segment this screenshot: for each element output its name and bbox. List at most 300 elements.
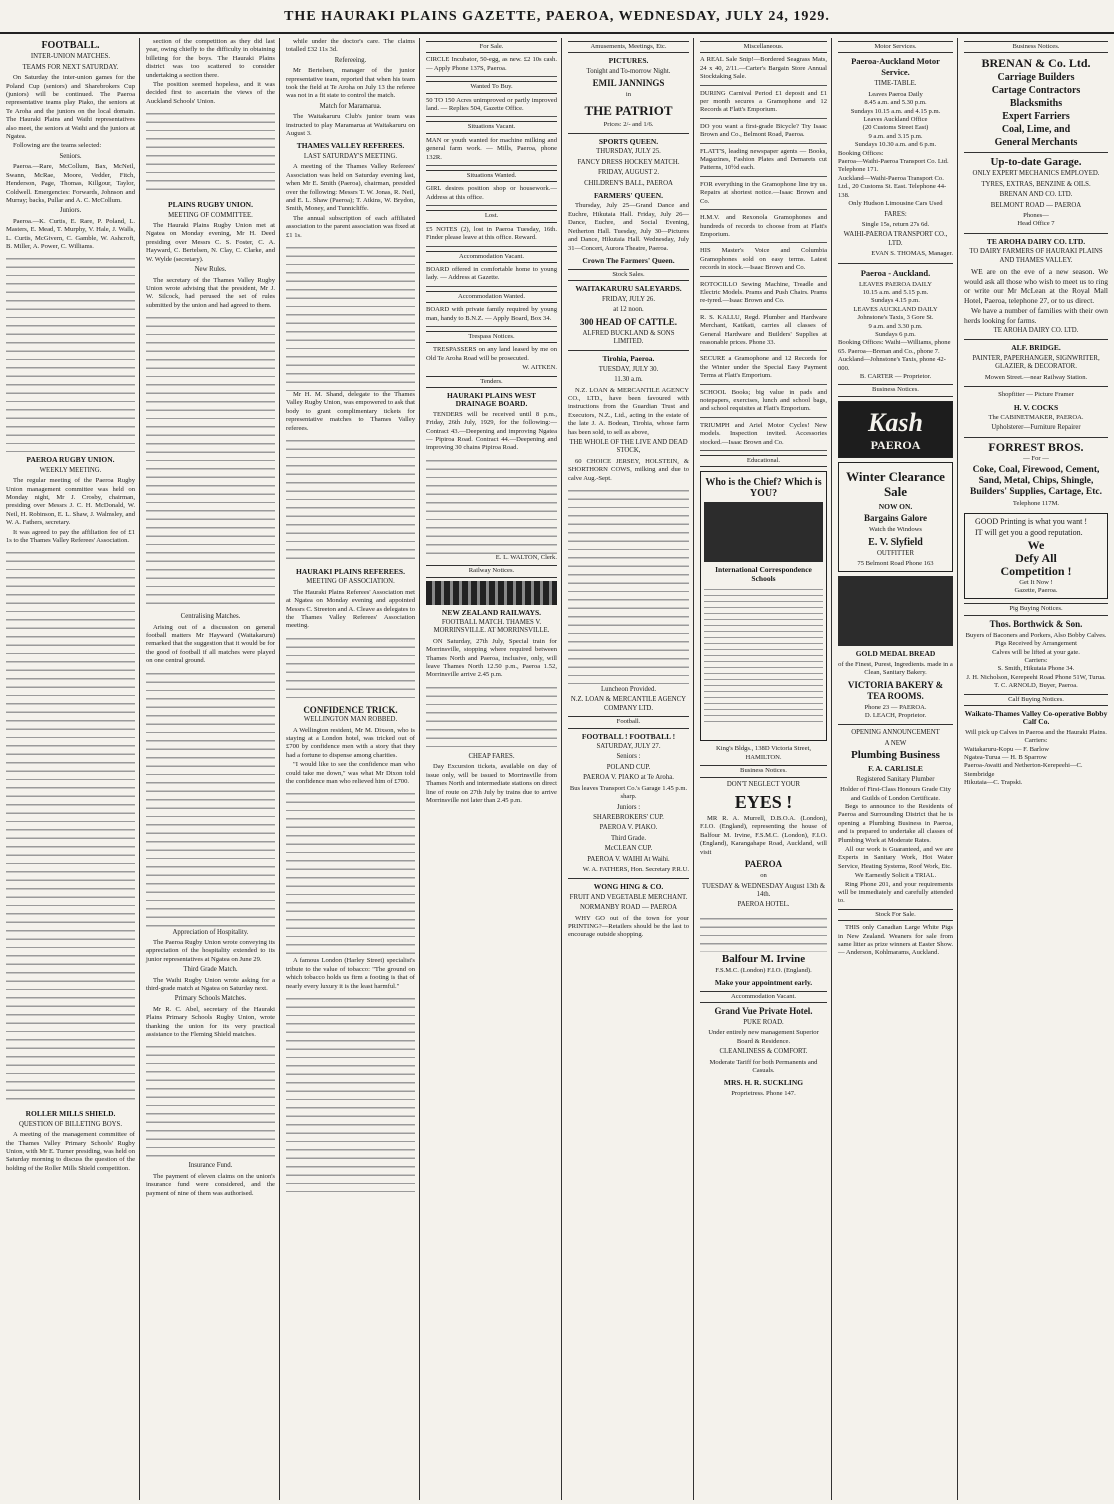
- filler-text: [700, 912, 827, 952]
- article-paragraph: A meeting of the Thames Valley Referees' Association was held on Saturday evening last, when Mr E. Smith (Paeroa), chairman, presided over the following: Messrs T. W. Jonas, R. Neil, and E. L. Shaw (Paeroa); T. Atkins, W. Brydon, Smith, Money, and Tunnicliffe.: [286, 163, 415, 213]
- text: Sundays 4.15 p.m.: [871, 297, 920, 305]
- subheading: TUESDAY, JULY 30.: [598, 365, 659, 373]
- column-business-notices: [960, 38, 1112, 1500]
- heading: Make your appointment early.: [714, 978, 813, 988]
- text: Prices: 2/- and 1/6.: [603, 120, 654, 128]
- subheading: FOOTBALL MATCH. THAMES V. MORRINSVILLE. AT MORRINSVILLE.: [433, 619, 550, 635]
- heading: THAMES VALLEY REFEREES.: [296, 141, 405, 151]
- classified-ad: TRIUMPH and Ariel Motor Cycles! New models. Inspection invited. Accessories stocked.—Isaac Brown and Co.: [700, 422, 827, 451]
- section-label: Wanted To Buy.: [426, 81, 557, 93]
- text: Paeroa-Awaiti and Netherton-Kerepeehi—C. Stembridge: [964, 762, 1083, 778]
- subheading: TEAMS FOR NEXT SATURDAY.: [22, 63, 119, 71]
- subheading: NORMANBY ROAD — PAEROA: [579, 904, 678, 912]
- heading: PAEROA: [744, 859, 783, 870]
- classified-ad: CIRCLE Incubator, 50-egg, as new. £2 10s cash. — Apply Phone 137S, Paeroa.: [426, 56, 557, 77]
- text: B. CARTER — Proprietor.: [859, 373, 932, 380]
- heading: Paeroa - Auckland.: [860, 267, 931, 278]
- heading: Expert Farriers: [1002, 111, 1070, 123]
- subheading: PAEROA V. PIAKO at Te Aroha.: [583, 774, 674, 782]
- ad-text: All our work is Guaranteed, and we are Experts in Sanitary Work, Hot Water Service, Heating Systems, Roof Work, Etc.: [838, 845, 953, 870]
- section-label: Business Notices.: [964, 41, 1108, 53]
- column-miscellaneous: [696, 38, 832, 1500]
- text: in: [625, 91, 632, 99]
- heading: Grand Vue Private Hotel.: [714, 1005, 813, 1016]
- divider: [964, 339, 1108, 340]
- text: Auckland—Waihi-Paeroa Transport Co. Ltd., 20 Customs St. East. Telephone 44-138.: [838, 174, 947, 199]
- divider: [568, 878, 689, 879]
- heading: 300 HEAD OF CATTLE.: [579, 316, 677, 327]
- section-title: FOOTBALL.: [41, 40, 100, 51]
- article-paragraph: The Waihi Rugby Union wrote asking for a third-grade match at Ngatea on Saturday next.: [146, 976, 275, 992]
- heading: BRENAN & Co. Ltd.: [981, 56, 1091, 71]
- article-paragraph: The Paeroa Rugby Union wrote conveying its appreciation of the hospitality extended to its junior representatives at Ngatea on June 29.: [146, 938, 275, 963]
- text: Holder of First-Class Honours Grade City and Guilds of London Certificate.: [840, 786, 951, 802]
- section-label: Amusements, Meetings, Etc.: [568, 41, 689, 53]
- subheading: at 12 noon.: [613, 306, 644, 314]
- ad-text: N.Z. LOAN & MERCANTILE AGENCY CO., LTD., have been favoured with instructions from the Guardian Trust and Executors, N.Z., Ltd., acting in the estate of the late J. A. Bodean, Tirohia, whose farm has been sold, to sell as above,: [568, 386, 689, 436]
- text: Bus leaves Transport Co.'s Garage 1.45 p.m. sharp.: [569, 784, 688, 801]
- column-amusements: [564, 38, 694, 1500]
- subheading: TO DAIRY FARMERS OF HAURAKI PLAINS AND THAMES VALLEY.: [969, 248, 1103, 264]
- text: Shopfitter — Picture Framer: [998, 391, 1074, 399]
- article-paragraph: A famous London (Harley Street) specialist's tribute to the value of tobacco: "The ground on which tobacco holds us firm a footing is that of nearly every luxury it is the least harmful.": [286, 957, 415, 990]
- subheading: FRIDAY, JULY 26.: [601, 295, 656, 303]
- article-paragraph: Paeroa.—K. Curtis, E. Rare, P. Poland, L. Masters, E. Mead, T. Murphy, V. Hale, J. Walls, L. Curtis, McGivern, C. Gamble, W. Ashcroft, B. Miller, A. Power, C. Williams.: [6, 217, 135, 250]
- heading: SPORTS QUEEN.: [598, 137, 659, 147]
- classified-ad: TENDERS will be received until 8 p.m., Friday, 26th July, 1929, for the following:—Contract 43.—Deepening and improving Ngatea — Pipiroa Road. Contract 44.—Deepening and improving 30 chains Pipiroa Road.: [426, 410, 557, 452]
- filler-text: [6, 252, 135, 452]
- film-title: THE PATRIOT: [584, 102, 673, 118]
- subheading: PAINTER, PAPERHANGER, SIGNWRITER, GLAZIER, & DECORATOR.: [972, 354, 1100, 371]
- section-label: Accommodation Vacant.: [426, 251, 557, 263]
- kash-advert: [838, 401, 953, 458]
- heading: PLAINS RUGBY UNION.: [168, 200, 253, 210]
- filler-text: [286, 241, 415, 391]
- article-paragraph: The Waitakaruru Club's junior team was instructed to play Maramarua at Waitakaruru on August 3.: [286, 113, 415, 138]
- text: F.S.M.C. (London) F.I.O. (England).: [715, 966, 812, 974]
- classified-ad: MAN or youth wanted for machine milking and general farm work. — Mills, Paeroa, phone 132R.: [426, 137, 557, 166]
- text: Ngatea-Turua — H. B Sparrow: [964, 754, 1047, 762]
- text: Booking Offices:: [838, 149, 884, 157]
- filler-text: [568, 484, 689, 684]
- section-label: Motor Services.: [838, 41, 953, 53]
- article-paragraph: section of the competition as they did last year, owing chiefly to the difficulty in obtaining billeting for the boys. The Hauraki Plains district was too scattered to consider undertaking a section there.: [146, 38, 275, 79]
- heading: Thos. Borthwick & Son.: [989, 618, 1083, 629]
- text: We Earnestly Solicit a TRIAL.: [854, 872, 937, 880]
- subheading: MEETING OF COMMITTEE.: [168, 211, 253, 219]
- column-referees: [282, 38, 420, 1500]
- heading: FARMERS' QUEEN.: [593, 191, 664, 201]
- classified-ad: DURING Carnival Period £1 deposit and £1 per month secures a Gramophone and 12 Records at Flatt's Emporium.: [700, 90, 827, 119]
- heading: Crown The Farmers' Queen.: [582, 255, 675, 265]
- text: J. H. Nicholson, Kerepeehi Road Phone 51W, Turua.: [966, 673, 1106, 681]
- train-illustration: [426, 581, 557, 605]
- heading: Balfour M. Irvine: [721, 952, 806, 965]
- subheading: Seniors.: [59, 152, 82, 160]
- signature: W. AITKEN.: [522, 364, 557, 372]
- ad-text: THIS only Canadian Large White Pigs in New Zealand. Weaners for sale from same litter as prize winners at Easter Show. — Anderson, Kohlmarams, Auckland.: [838, 924, 953, 957]
- subheading: Appreciation of Hospitality.: [172, 928, 249, 936]
- subheading: MEETING OF ASSOCIATION.: [306, 578, 395, 586]
- subheading: PAEROA V. WAIHI At Waihi.: [587, 855, 670, 863]
- ad-headline: EYES !: [734, 792, 793, 813]
- subheading: FRUIT AND VEGETABLE MERCHANT.: [569, 893, 688, 901]
- text: — For —: [1023, 454, 1049, 462]
- subheading: Third Grade Match.: [183, 966, 238, 974]
- text: 9 a.m. and 3.30 p.m.: [868, 322, 923, 330]
- section-label: Business Notices.: [700, 765, 827, 777]
- classified-ad: DO you want a first-grade Bicycle? Try Isaac Brown and Co., Belmont Road, Paeroa.: [700, 123, 827, 144]
- heading: FORREST BROS.: [988, 439, 1084, 454]
- heading: GOLD MEDAL BREAD: [855, 649, 936, 659]
- article-paragraph: Mr R. C. Abel, secretary of the Hauraki Plains Primary Schools Rugby Union, wrote thanking the union for its very practical assistance to the Fleming Shield matches.: [146, 1005, 275, 1039]
- text: Sundays 6 p.m.: [875, 330, 916, 338]
- subheading: McCLEAN CUP.: [604, 845, 653, 853]
- article-paragraph: Arising out of a discussion on general football matters Mr Hayward (Waitakaruru) remarked that the suggestion that it would be for the good of football if all matches were played on one central ground.: [146, 623, 275, 665]
- text: Leaves Paeroa Daily: [868, 90, 923, 98]
- divider: [838, 724, 953, 725]
- section-label: Accommodation Vacant.: [700, 991, 827, 1003]
- classified-ad: SCHOOL Books; big value in pads and notepapers, exercises, lunch and school bags, and school requisites at Flatt's Emporium.: [700, 389, 827, 418]
- text: 10.15 a.m. and 5.15 p.m.: [862, 288, 929, 296]
- article-paragraph: On Saturday the inter-union games for the Poland Cup (seniors) and Sharebrokers Cup (juniors) will be continued. The Paeroa representative teams play Piako, the seniors at Te Aroha and the juniors on the local domain. The Hauraki Plains and Waihi representatives also meet, the seniors at Waihi and the juniors at Ngatea.: [6, 74, 135, 141]
- subheading: Third Grade.: [610, 834, 647, 842]
- text: Waitakaruru-Kopu — F. Barlow: [964, 745, 1050, 753]
- article-paragraph: The regular meeting of the Paeroa Rugby Union management committee was held on Monday night, Mr J. Crosby, chairman, presiding over Messrs J. C. H. McDonald, W. Neil, H. Robinson, E. L. Shaw, J. Walmsley, and W. A. Fathers, secretary.: [6, 477, 135, 527]
- ad-headline: Winter Clearance Sale: [846, 468, 945, 499]
- subheading: CHEAP FARES.: [468, 752, 515, 760]
- section-label: Educational.: [700, 455, 827, 467]
- classified-ad: £5 NOTES (2), lost in Paeroa Tuesday, 16th. Finder please leave at this office. Reward.: [426, 226, 557, 247]
- text: Head Office 7: [1017, 220, 1055, 228]
- text: Carriers:: [1024, 737, 1048, 745]
- text: Pigs Received by Arrangement: [995, 640, 1077, 648]
- text: Moderate Tariff for both Permanents and Casuals.: [709, 1058, 818, 1074]
- classified-ad: SECURE a Gramophone and 12 Records for the Winter under the Special Easy Payment Terms at Flatt's Emporium.: [700, 355, 827, 384]
- text: Will pick up Calves in Paeroa and the Hauraki Plains.: [965, 728, 1107, 736]
- subheading: Centralising Matches.: [180, 613, 241, 621]
- subheading: PAEROA HOTEL.: [737, 901, 790, 909]
- text: LEAVES PAEROA DAILY: [859, 280, 932, 288]
- subheading: Match for Maramarua.: [319, 102, 382, 110]
- divider: [838, 263, 953, 264]
- column-rugby: [142, 38, 280, 1500]
- heading: HAURAKI PLAINS WEST DRAINAGE BOARD.: [446, 390, 537, 409]
- ad-headline: We: [1027, 537, 1045, 552]
- article-paragraph: The Hauraki Plains Rugby Union met at Ngatea on Monday evening, Mr H. Deed presiding over Messrs C. S. Foster, C. A. Hayward, C. Bertelsen, N. Clay, C. Clarke, and W. Wylde (secretary).: [146, 222, 275, 263]
- subheading: TIME-TABLE.: [874, 80, 917, 88]
- divider: [964, 233, 1108, 234]
- text: LEAVES AUCKLAND DAILY: [853, 305, 938, 313]
- article-paragraph: while under the doctor's care. The claims totalled £32 11s 3d.: [286, 38, 415, 54]
- subheading: N.Z. LOAN & MERCANTILE AGENCY COMPANY LTD.: [570, 696, 687, 712]
- text: The CABINETMAKER, PAEROA.: [988, 413, 1084, 421]
- text: Gazette, Paeroa.: [1014, 586, 1058, 594]
- section-label: Accommodation Wanted.: [426, 291, 557, 303]
- classified-ad: TRESPASSERS on any land leased by me on Old Te Aroha Road will be prosecuted.: [426, 346, 557, 362]
- text: Phone 23 — PAEROA.: [864, 703, 927, 711]
- illustration: [704, 502, 823, 562]
- section-label: For Sale.: [426, 41, 557, 53]
- signature: E. L. WALTON, Clerk.: [495, 553, 557, 561]
- heading: Carriage Builders: [997, 72, 1075, 84]
- classified-ad: FLATT'S, leading newspaper agents — Books, Magazines, Fashion Plates and Demarets cut Patterns, 10½d each.: [700, 148, 827, 177]
- classified-ad: FOR everything in the Gramophone line try us. Repairs at shortest notice.—Isaac Brown and Co.: [700, 181, 827, 210]
- subheading: FANCY DRESS HOCKEY MATCH.: [577, 158, 680, 166]
- divider: [568, 133, 689, 134]
- heading: FOOTBALL ! FOOTBALL !: [581, 731, 676, 741]
- subheading: INTER-UNION MATCHES.: [30, 53, 111, 61]
- heading: General Merchants: [994, 137, 1078, 149]
- ad-text: GOOD Printing is what you want !: [975, 516, 1087, 526]
- subheading: FARES:: [884, 210, 907, 218]
- subheading: SHAREBROKERS' CUP.: [593, 813, 664, 821]
- subheading: A NEW: [884, 739, 907, 747]
- ad-text: IT will get you a good reputation.: [975, 527, 1083, 537]
- heading: WAITAKARURU SALEYARDS.: [575, 284, 682, 294]
- subheading: WELLINGTON MAN ROBBED.: [303, 716, 398, 724]
- filler-text: [286, 787, 415, 957]
- subheading: CLEANLINESS & COMFORT.: [719, 1048, 808, 1056]
- filler-text: [286, 632, 415, 702]
- article-paragraph: "I would like to see the confidence man who could take me down," was what Mr Dixon told the confidence man who relieved him of £700.: [286, 761, 415, 786]
- star-name: EMIL JANNINGS: [592, 78, 665, 89]
- classified-ad: BOARD with private family required by young man, handy to B.N.Z. — Apply Board, Box 34.: [426, 306, 557, 327]
- subheading: WEEKLY MEETING.: [39, 466, 102, 474]
- subheading: ALFRED BUCKLAND & SONS LIMITED.: [582, 329, 675, 345]
- subheading: CHILDREN'S BALL, PAEROA: [584, 179, 673, 187]
- heading: Tirohia, Paeroa.: [602, 354, 655, 364]
- subheading: QUESTION OF BILLETING BOYS.: [18, 1120, 123, 1128]
- text: Leaves Auckland Office: [863, 116, 928, 124]
- subheading: OUTFITTER: [876, 549, 914, 557]
- subheading: Seniors :: [616, 753, 641, 761]
- subheading: SATURDAY, JULY 27.: [596, 743, 661, 751]
- subheading: Primary Schools Matches.: [174, 995, 247, 1003]
- classified-ad: A REAL Sale Snip!—Bordered Seagrass Mats, 24 x 40, 2/11.—Carter's Bargain Store Annual Stocktaking Sale.: [700, 56, 827, 85]
- text: Mowen Street.—near Railway Station.: [984, 373, 1088, 381]
- article-paragraph: A meeting of the management committee of the Thames Valley Primary Schools' Rugby Union, with Mr E. Turner presiding, was held on Saturday morning to discuss the question of the holding of the Roller Mills Shield competition.: [6, 1131, 135, 1172]
- classified-ad: ON Saturday, 27th July, Special train for Morrinsville, stopping where required between Thames North and Paeroa, inclusive, only, will leave Thames North 12.50 p.m., Paeroa 1.52, Morrinsville arrive 2.45 p.m.: [426, 637, 557, 679]
- subheading: FRIDAY, AUGUST 2.: [597, 169, 660, 177]
- subheading: WAIHI-PAEROA TRANSPORT CO., LTD.: [843, 231, 948, 247]
- article-paragraph: Following are the teams selected:: [13, 142, 102, 150]
- section-label: Situations Wanted.: [426, 170, 557, 182]
- subheading: Juniors.: [59, 207, 82, 215]
- section-label: Miscellaneous.: [700, 41, 827, 53]
- divider: [568, 350, 689, 351]
- divider: [964, 386, 1108, 387]
- filler-text: [146, 667, 275, 927]
- text: Booking Offices: Waihi—Williams, phone 65. Paeroa—Brenan and Co., phone 7. Auckland—Johnstone's Taxis, phone 42-000.: [838, 339, 951, 372]
- article-paragraph: The Hauraki Plains Referees' Association met at Ngatea on Monday evening and appointed Messrs C. Streeton and A. Cleave as delegates to the Thames Valley Referees' Association meeting.: [286, 588, 415, 630]
- heading: Up-to-date Garage.: [990, 156, 1082, 169]
- section-label: Pig Buying Notices.: [964, 603, 1108, 615]
- text: S. Smith, Hikutaia Phone 34.: [997, 665, 1075, 673]
- classified-ad: H.M.V. and Rexonola Gramophones and hundreds of records to choose from at Flatt's Emporium.: [700, 214, 827, 243]
- subheading: THE WHOLE OF THE LIVE AND DEAD STOCK,: [569, 439, 688, 455]
- signature: W. A. FATHERS, Hon. Secretary P.R.U.: [582, 865, 689, 873]
- ics-advert: [700, 471, 827, 741]
- text: Telephone 117M.: [1012, 500, 1060, 508]
- article-paragraph: Mr H. M. Shand, delegate to the Thames Valley Rugby Union, was empowered to ask that body to grant complimentary tickets for representative matches to Thames Valley referees.: [286, 390, 415, 432]
- heading: PICTURES.: [608, 56, 649, 66]
- section-label: Business Notices.: [838, 384, 953, 396]
- heading: ROLLER MILLS SHIELD.: [25, 1109, 116, 1119]
- heading: Cartage Contractors: [991, 85, 1081, 97]
- text: 75 Belmont Road Phone 163: [857, 560, 934, 568]
- classified-ad: HIS Master's Voice and Columbia Gramophones sold on easy terms. Latest records in stock.—Isaac Brown and Co.: [700, 247, 827, 276]
- filler-text: [426, 454, 557, 554]
- text: Calves will be lifted at your gate.: [992, 648, 1080, 656]
- section-label: Situations Vacant.: [426, 121, 557, 133]
- text: Under entirely new management Superior Board & Residence.: [708, 1029, 819, 1045]
- text: Johnstone's Taxis, 3 Gore St.: [857, 314, 934, 322]
- divider: [964, 152, 1108, 153]
- filler-text: [146, 311, 275, 611]
- article-paragraph: Paeroa.—Rare, McCollum, Bax, McNeil, Swann, McRae, Moore, Vedder, Fitch, Henderson, Page, Thomas, Killgour, Taylor, Coldwell. Emergencies: Forwards, Johnson and Murray; backs, Pullar and A. C. McCollum.: [6, 163, 135, 204]
- filler-text: [146, 1040, 275, 1160]
- heading: NEW ZEALAND RAILWAYS.: [441, 607, 542, 617]
- text: T. C. ARNOLD, Buyer, Paeroa.: [994, 682, 1078, 690]
- subheading: LAST SATURDAY'S MEETING.: [303, 152, 398, 160]
- subheading: Upholsterer—Furniture Repairer: [991, 424, 1081, 432]
- masthead: THE HAURAKI PLAINS GAZETTE, PAEROA, WEDNESDAY, JULY 24, 1929.: [0, 0, 1114, 34]
- filler-text: [286, 992, 415, 1192]
- subheading: Insurance Fund.: [188, 1162, 233, 1170]
- ad-text: 60 CHOICE JERSEY, HOLSTEIN, & SHORTHORN COWS, milking and due to calve Aug.-Sept.: [568, 457, 689, 482]
- text: Paeroa—Waihi-Paeroa Transport Co. Ltd. Telephone 171.: [838, 158, 949, 174]
- text: Only Hudson Limousine Cars Used: [848, 200, 943, 208]
- heading: WONG HING & CO.: [593, 882, 664, 892]
- ad-logo: PAEROA: [870, 437, 921, 452]
- heading: NOW ON.: [878, 501, 913, 511]
- section-label: Railway Notices.: [426, 565, 557, 577]
- text: Proprietress. Phone 147.: [731, 1089, 796, 1097]
- ad-text: WE are on the eve of a new season. We would ask all those who wish to meet us to ring or write our Mr McLean at the Royal Mall Hotel, Paeroa, telephone 27, or to us direct.: [964, 267, 1108, 305]
- text: Get It Now !: [1019, 578, 1053, 586]
- text: D. LEACH, Proprietor.: [864, 712, 927, 720]
- section-label: Stock For Sale.: [838, 909, 953, 921]
- heading: Coke, Coal, Firewood, Cement, Sand, Metal, Chips, Shingle, Builders' Supplies, Cartage, Etc.: [970, 465, 1102, 498]
- ad-text: MR R. A. Murrell, D.B.O.A. (London), F.I.O. (England), representing the house of Balfour M. Irvine, F.S.M.C. (London), F.I.O. (England), Karangahape Road, Auckland, will visit: [700, 815, 827, 856]
- subheading: BELMONT ROAD — PAEROA: [990, 201, 1082, 209]
- ad-text: Ring Phone 201, and your requirements will be immediately and carefully attended to.: [838, 880, 953, 905]
- subheading: DON'T NEGLECT YOUR: [726, 780, 801, 788]
- classified-ad: Day Excursion tickets, available on day of issue only, will be issued to Morrinsville from Thames North and intermediate stations on direct line of route on 27th July by trains due to arrive Morrinsville not later than 2.45 p.m.: [426, 763, 557, 804]
- section-label: Trespass Notices.: [426, 331, 557, 343]
- heading: Bargains Galore: [863, 513, 928, 524]
- heading: H. V. COCKS: [1013, 402, 1059, 412]
- heading: Paeroa-Auckland Motor Service.: [851, 56, 940, 78]
- article-paragraph: It was agreed to pay the affiliation fee of £1 1s to the Thames Valley Referees' Association.: [6, 528, 135, 544]
- ad-text: WHY GO out of the town for your PRINTING?—Retailers should be the last to encourage outside shopping.: [568, 914, 689, 939]
- column-football: [2, 38, 140, 1500]
- subheading: POLAND CUP.: [606, 763, 651, 771]
- heading: Coal, Lime, and: [1001, 124, 1071, 136]
- subheading: TYRES, EXTRAS, BENZINE & OILS.: [981, 180, 1091, 188]
- text: Carriers:: [1024, 656, 1048, 664]
- filler-text: [704, 585, 823, 725]
- ad-text: Thursday, July 25—Grand Dance and Euchre, Hikutaia Hall. Friday, July 26—Dance, Euchre, and Social Evening, Netherton Hall. Tuesday, July 30—Pictures and Dance, Hikutaia Hall. Wednesday, July 31—Concert, Aurora Theatre, Paeroa.: [568, 202, 689, 252]
- classified-ad: GIRL desires position shop or housework.—Address at this office.: [426, 185, 557, 206]
- text: Hikutaia—C. Trapski.: [964, 779, 1023, 787]
- classified-ad: R. S. KALLU, Regd. Plumber and Hardware Merchant, Katikati, carries all classes of General Hardware and Builders' Supplies at reasonable prices. Phone 33.: [700, 314, 827, 352]
- subheading: Refereeing.: [334, 56, 367, 64]
- article-paragraph: The secretary of the Thames Valley Rugby Union wrote advising that the president, Mr J. W. Silcock, had perused the set of rules submitted by the union and had agreed to them.: [146, 276, 275, 309]
- subheading: PAEROA V. PIAKO.: [599, 824, 658, 832]
- divider: [964, 437, 1108, 438]
- subheading: OPENING ANNOUNCEMENT: [851, 729, 940, 737]
- ad-headline: Defy All: [1015, 550, 1057, 565]
- text: Watch the Windows: [869, 526, 922, 534]
- section-label: Tenders.: [426, 376, 557, 388]
- subheading: PUKE ROAD.: [743, 1018, 784, 1026]
- section-label: Stock Sales.: [568, 269, 689, 281]
- subheading: THURSDAY, JULY 25.: [596, 148, 661, 156]
- subheading: BRENAN AND CO. LTD.: [999, 191, 1073, 199]
- printing-advert: [964, 513, 1108, 600]
- article-paragraph: The payment of eleven claims on the union's insurance fund were considered, and the payment of nine of them was authorised.: [146, 1172, 275, 1197]
- subheading: New Rules.: [194, 266, 227, 274]
- text: 9 a.m. and 3.15 p.m.: [868, 132, 923, 140]
- filler-text: [6, 546, 135, 1106]
- subheading: 11.30 a.m.: [614, 376, 643, 384]
- article-paragraph: The annual subscription of each affiliated association to the parent association was fixed at £1 1s.: [286, 214, 415, 239]
- subheading: TUESDAY & WEDNESDAY August 13th & 14th.: [701, 882, 826, 898]
- subheading: Luncheon Provided.: [600, 686, 657, 694]
- heading: E. V. Slyfield: [868, 536, 923, 548]
- heading: CONFIDENCE TRICK.: [303, 704, 398, 715]
- classified-ad: BOARD offered in comfortable home to young lady. — Address at Gazette.: [426, 266, 557, 287]
- text: Sundays 10.15 a.m. and 4.15 p.m.: [850, 107, 941, 115]
- filler-text: [286, 434, 415, 564]
- filler-text: [146, 107, 275, 197]
- heading: HAURAKI PLAINS REFEREES.: [296, 566, 405, 576]
- heading: TE AROHA DAIRY CO. LTD.: [986, 236, 1086, 246]
- text: Sundays 10.30 a.m. and 6 p.m.: [854, 141, 937, 149]
- ad-headline: Competition !: [1000, 563, 1072, 578]
- text: Single 15s, return 27s 6d.: [861, 220, 930, 228]
- ad-logo: Kash: [868, 407, 923, 437]
- section-label: Lost.: [426, 210, 557, 222]
- subheading: TE AROHA DAIRY CO. LTD.: [993, 327, 1079, 335]
- subheading: Juniors :: [616, 803, 641, 811]
- section-label: Football.: [568, 716, 689, 728]
- column-motor-services: [834, 38, 958, 1500]
- address: King's Bldgs., 138D Victoria Street, HAMILTON.: [716, 745, 811, 761]
- section-label: Calf Buying Notices.: [964, 694, 1108, 706]
- classified-ad: 50 TO 150 Acres unimproved or partly improved land. — Replies 504, Gazette Office.: [426, 97, 557, 118]
- subheading: ONLY EXPERT MECHANICS EMPLOYED.: [972, 170, 1100, 178]
- article-paragraph: The position seemed hopeless, and it was decided first to ascertain the views of the Auckland Schools' Union.: [146, 81, 275, 105]
- heading: Waikato-Thames Valley Co-operative Bobby Calf Co.: [964, 709, 1108, 727]
- ad-headline: Who is the Chief? Which is YOU?: [705, 477, 822, 500]
- text: of the Finest, Purest, Ingredients. made in a Clean, Sanitary Bakery.: [838, 660, 953, 677]
- ad-text: We have a number of families with their own herds looking for farms.: [964, 306, 1108, 325]
- heading: Blacksmiths: [1009, 98, 1063, 110]
- illustration: [838, 576, 953, 646]
- subheading: Registered Sanitary Plumber: [856, 775, 935, 783]
- classified-ad: ROTOCILLO Sewing Machine, Treadle and Electric Models. Prams and Push Chairs. Prams re-tyred.—Isaac Brown and Co.: [700, 281, 827, 310]
- heading: PAEROA RUGBY UNION.: [26, 455, 115, 465]
- ad-subheadline: International Correspondence Schools: [715, 565, 812, 583]
- text: 8.45 a.m. and 5.30 p.m.: [864, 99, 927, 107]
- text: Phones—: [1023, 212, 1049, 220]
- heading: F. A. CARLISLE: [868, 764, 923, 774]
- ad-text: Begs to announce to the Residents of Paeroa and Surrounding District that he is opening a Plumbing Business in Paeroa, and is prepared to undertake all classes of Plumbing Work at Moderate Rates.: [838, 802, 953, 844]
- heading: ALF. BRIDGE.: [1011, 343, 1061, 353]
